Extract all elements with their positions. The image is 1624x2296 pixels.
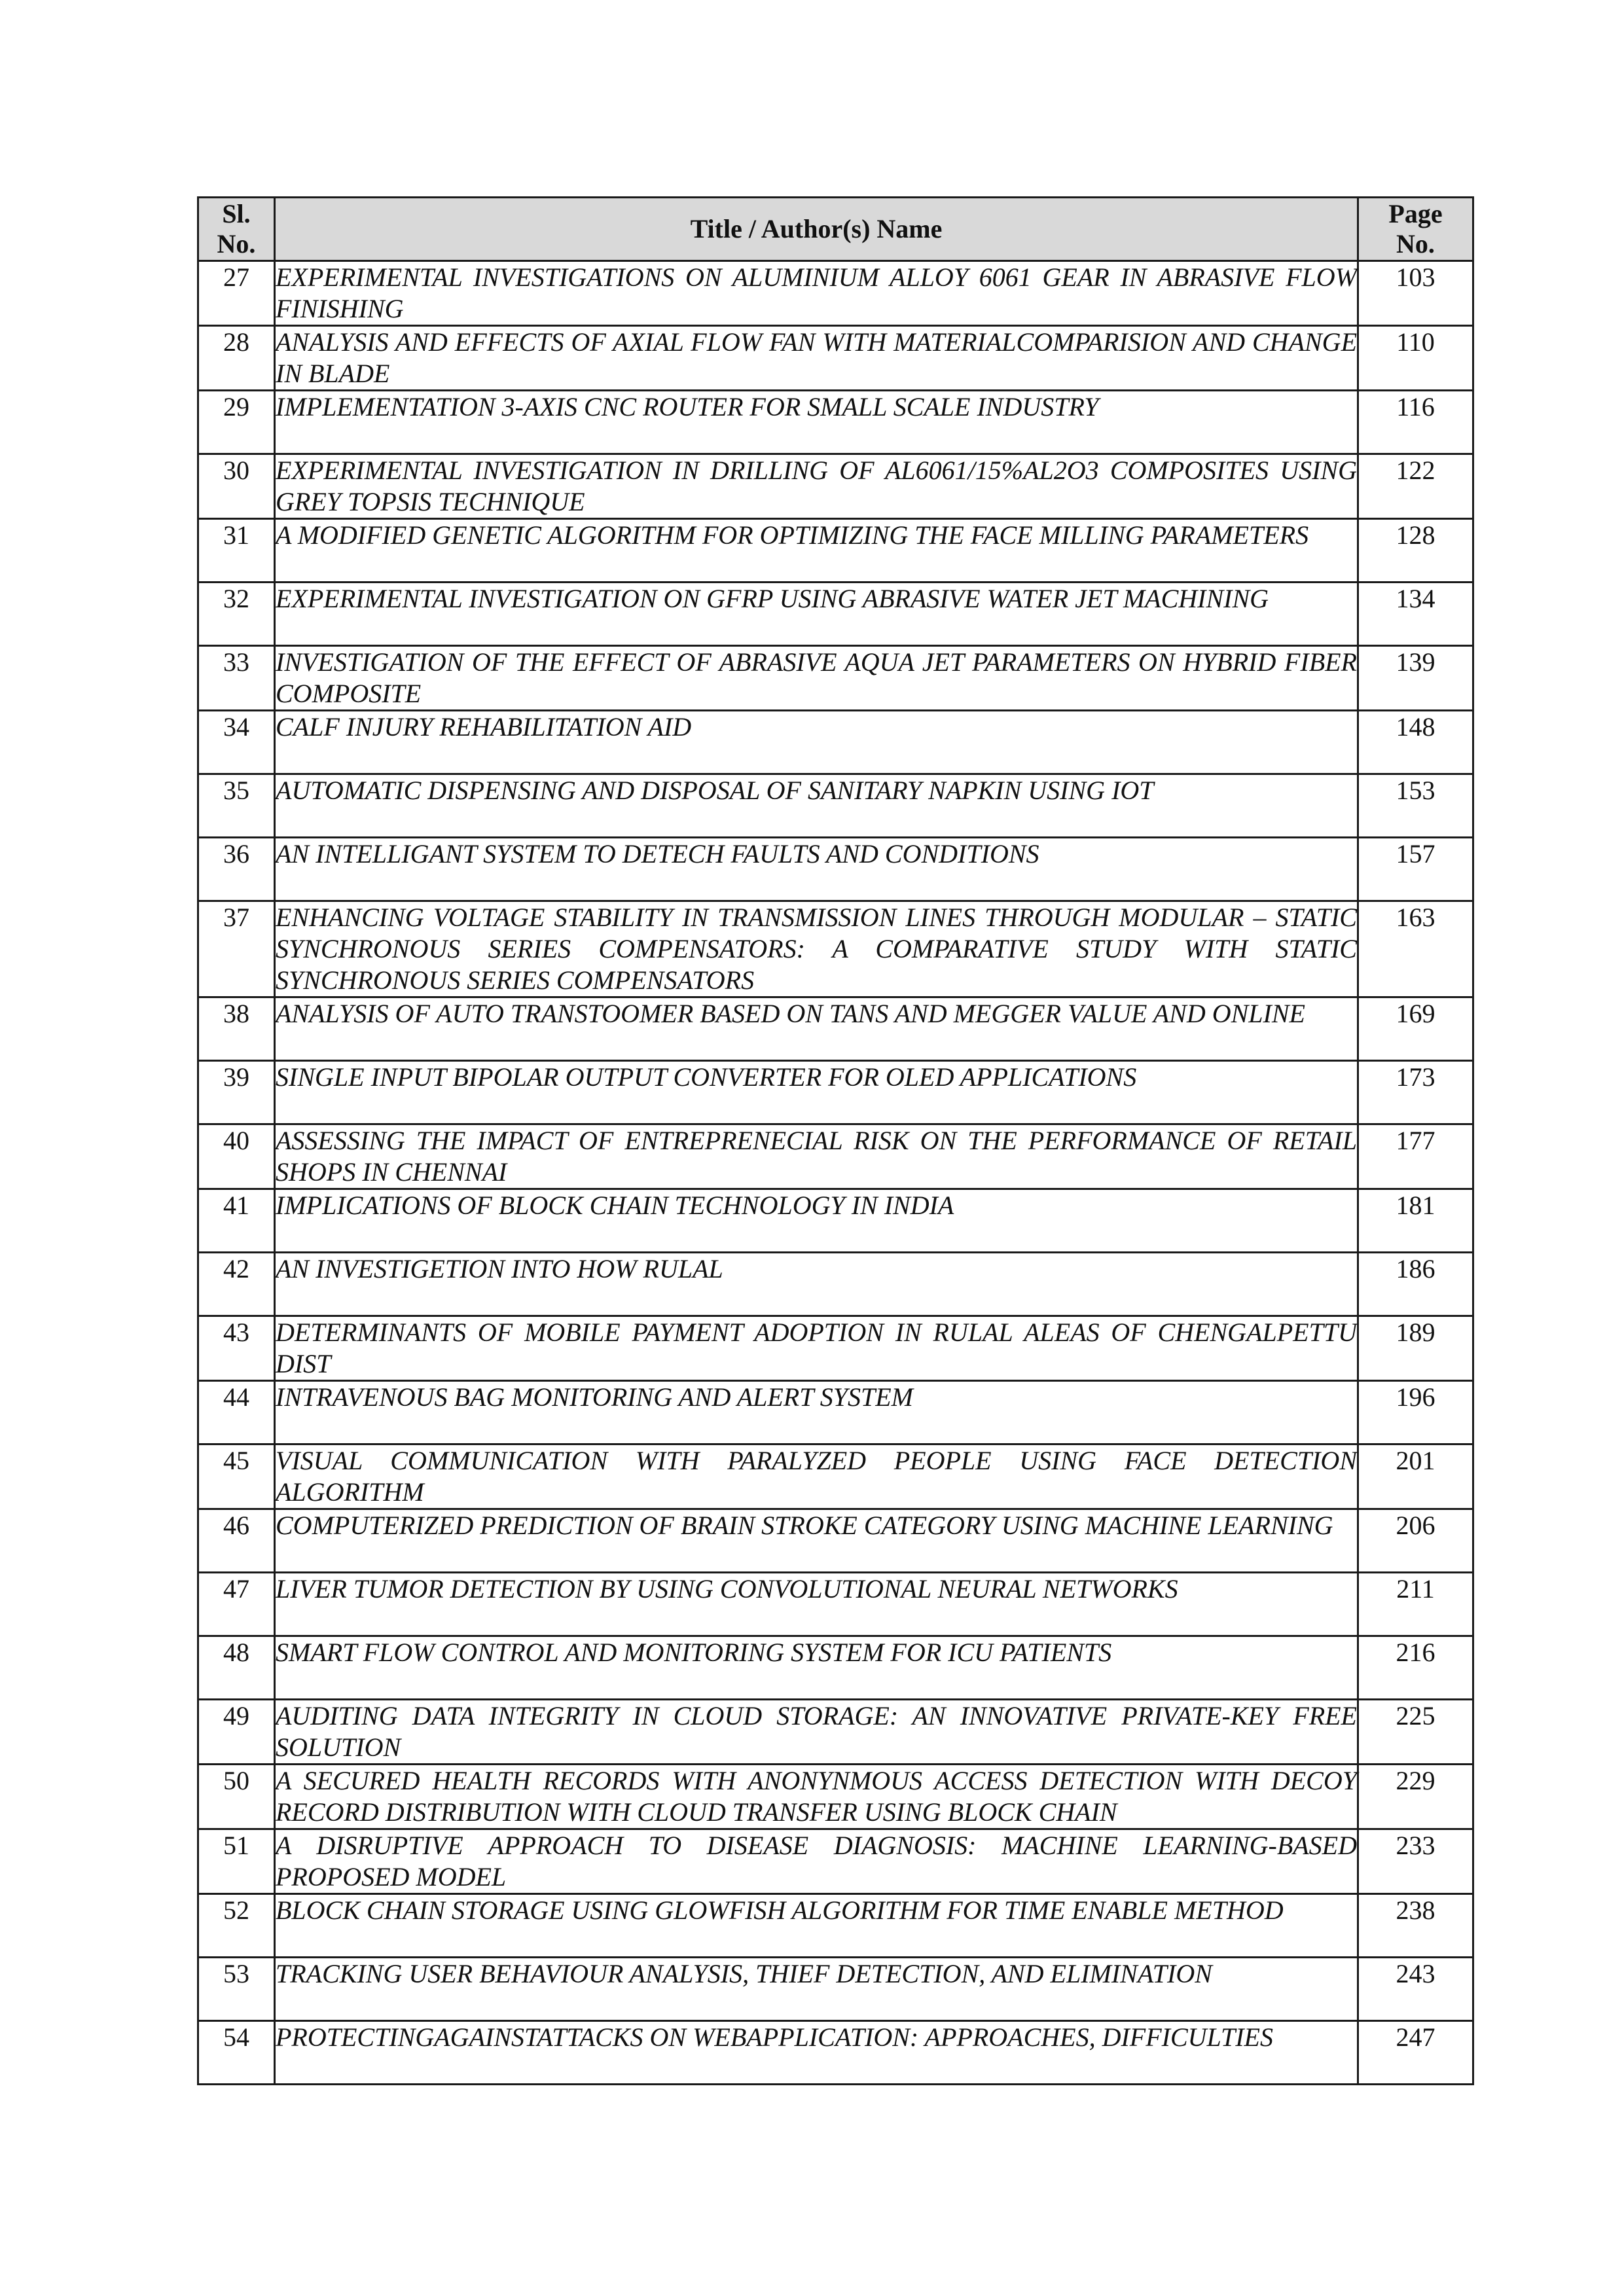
- page-number-cell: 169: [1358, 997, 1473, 1061]
- table-row: [198, 711, 1473, 774]
- table-row: [198, 774, 1473, 838]
- serial-number-cell: 51: [198, 1829, 275, 1894]
- title-cell: A DISRUPTIVE APPROACH TO DISEASE DIAGNOSIS: MACHINE LEARNING-BASED PROPOSED MODEL: [275, 1829, 1358, 1894]
- serial-number-cell: 31: [198, 519, 275, 583]
- table-row: [198, 838, 1473, 901]
- table-row: [198, 583, 1473, 646]
- table-row: [198, 901, 1473, 997]
- page-number-cell: 225: [1358, 1700, 1473, 1765]
- table-row: [198, 646, 1473, 711]
- serial-number-cell: 27: [198, 261, 275, 326]
- serial-number-cell: 41: [198, 1189, 275, 1253]
- page-number-cell: 216: [1358, 1636, 1473, 1700]
- title-cell: BLOCK CHAIN STORAGE USING GLOWFISH ALGORITHM FOR TIME ENABLE METHOD: [275, 1894, 1358, 1958]
- title-cell: A MODIFIED GENETIC ALGORITHM FOR OPTIMIZING THE FACE MILLING PARAMETERS: [275, 519, 1358, 583]
- table-header-row: [198, 198, 1473, 261]
- title-cell: TRACKING USER BEHAVIOUR ANALYSIS, THIEF DETECTION, AND ELIMINATION: [275, 1958, 1358, 2021]
- serial-number-cell: 48: [198, 1636, 275, 1700]
- table-row: [198, 1958, 1473, 2021]
- page-number-cell: 186: [1358, 1253, 1473, 1316]
- title-cell: AUDITING DATA INTEGRITY IN CLOUD STORAGE: AN INNOVATIVE PRIVATE-KEY FREE SOLUTION: [275, 1700, 1358, 1765]
- table-row: [198, 1061, 1473, 1124]
- page-number-cell: 196: [1358, 1381, 1473, 1444]
- table-of-contents: [197, 196, 1474, 2085]
- serial-number-cell: 45: [198, 1444, 275, 1509]
- title-cell: ENHANCING VOLTAGE STABILITY IN TRANSMISSION LINES THROUGH MODULAR – STATIC SYNCHRONOUS SERIES COMPENSATORS: A COMPARATIVE STUDY WITH STATIC SYNCHRONOUS SERIES COMPENSATORS: [275, 901, 1358, 997]
- header-title: Title / Author(s) Name: [275, 198, 1358, 261]
- serial-number-cell: 35: [198, 774, 275, 838]
- table-row: [198, 1444, 1473, 1509]
- title-cell: DETERMINANTS OF MOBILE PAYMENT ADOPTION IN RULAL ALEAS OF CHENGALPETTU DIST: [275, 1316, 1358, 1381]
- serial-number-cell: 43: [198, 1316, 275, 1381]
- table-body: [198, 261, 1473, 2085]
- title-cell: ANALYSIS AND EFFECTS OF AXIAL FLOW FAN WITH MATERIALCOMPARISION AND CHANGE IN BLADE: [275, 326, 1358, 391]
- page-number-cell: 153: [1358, 774, 1473, 838]
- page-number-cell: 134: [1358, 583, 1473, 646]
- title-cell: EXPERIMENTAL INVESTIGATIONS ON ALUMINIUM ALLOY 6061 GEAR IN ABRASIVE FLOW FINISHING: [275, 261, 1358, 326]
- header-page-line1: Page: [1388, 199, 1443, 228]
- title-cell: ANALYSIS OF AUTO TRANSTOOMER BASED ON TANS AND MEGGER VALUE AND ONLINE: [275, 997, 1358, 1061]
- title-cell: INTRAVENOUS BAG MONITORING AND ALERT SYSTEM: [275, 1381, 1358, 1444]
- table-row: [198, 1316, 1473, 1381]
- serial-number-cell: 49: [198, 1700, 275, 1765]
- title-cell: PROTECTINGAGAINSTATTACKS ON WEBAPPLICATION: APPROACHES, DIFFICULTIES: [275, 2021, 1358, 2085]
- table-row: [198, 261, 1473, 326]
- page-number-cell: 181: [1358, 1189, 1473, 1253]
- page-number-cell: 243: [1358, 1958, 1473, 2021]
- title-cell: LIVER TUMOR DETECTION BY USING CONVOLUTIONAL NEURAL NETWORKS: [275, 1573, 1358, 1636]
- page-number-cell: 189: [1358, 1316, 1473, 1381]
- page-number-cell: 116: [1358, 391, 1473, 454]
- title-cell: COMPUTERIZED PREDICTION OF BRAIN STROKE CATEGORY USING MACHINE LEARNING: [275, 1509, 1358, 1573]
- table-row: [198, 1253, 1473, 1316]
- header-page-number: [1358, 198, 1473, 261]
- page-number-cell: 110: [1358, 326, 1473, 391]
- serial-number-cell: 28: [198, 326, 275, 391]
- page-number-cell: 157: [1358, 838, 1473, 901]
- serial-number-cell: 38: [198, 997, 275, 1061]
- title-cell: IMPLICATIONS OF BLOCK CHAIN TECHNOLOGY IN INDIA: [275, 1189, 1358, 1253]
- table-row: [198, 1829, 1473, 1894]
- serial-number-cell: 46: [198, 1509, 275, 1573]
- title-cell: ASSESSING THE IMPACT OF ENTREPRENECIAL RISK ON THE PERFORMANCE OF RETAIL SHOPS IN CHENNAI: [275, 1124, 1358, 1189]
- serial-number-cell: 36: [198, 838, 275, 901]
- page-number-cell: 139: [1358, 646, 1473, 711]
- table-row: [198, 1189, 1473, 1253]
- serial-number-cell: 50: [198, 1765, 275, 1829]
- title-cell: EXPERIMENTAL INVESTIGATION IN DRILLING OF AL6061/15%AL2O3 COMPOSITES USING GREY TOPSIS TECHNIQUE: [275, 454, 1358, 519]
- title-cell: SINGLE INPUT BIPOLAR OUTPUT CONVERTER FOR OLED APPLICATIONS: [275, 1061, 1358, 1124]
- title-cell: SMART FLOW CONTROL AND MONITORING SYSTEM FOR ICU PATIENTS: [275, 1636, 1358, 1700]
- table-row: [198, 1381, 1473, 1444]
- title-cell: EXPERIMENTAL INVESTIGATION ON GFRP USING ABRASIVE WATER JET MACHINING: [275, 583, 1358, 646]
- table-row: [198, 326, 1473, 391]
- table-row: [198, 454, 1473, 519]
- title-cell: VISUAL COMMUNICATION WITH PARALYZED PEOPLE USING FACE DETECTION ALGORITHM: [275, 1444, 1358, 1509]
- serial-number-cell: 29: [198, 391, 275, 454]
- table-row: [198, 1765, 1473, 1829]
- table-row: [198, 391, 1473, 454]
- table-row: [198, 1894, 1473, 1958]
- serial-number-cell: 39: [198, 1061, 275, 1124]
- title-cell: AN INVESTIGETION INTO HOW RULAL: [275, 1253, 1358, 1316]
- page-number-cell: 128: [1358, 519, 1473, 583]
- page-number-cell: 229: [1358, 1765, 1473, 1829]
- title-cell: INVESTIGATION OF THE EFFECT OF ABRASIVE AQUA JET PARAMETERS ON HYBRID FIBER COMPOSITE: [275, 646, 1358, 711]
- table-row: [198, 1124, 1473, 1189]
- table-row: [198, 519, 1473, 583]
- serial-number-cell: 32: [198, 583, 275, 646]
- header-serial-line2: No.: [217, 229, 256, 259]
- header-serial-line1: Sl.: [222, 199, 251, 228]
- table-row: [198, 1573, 1473, 1636]
- title-cell: CALF INJURY REHABILITATION AID: [275, 711, 1358, 774]
- page-number-cell: 247: [1358, 2021, 1473, 2085]
- page-number-cell: 206: [1358, 1509, 1473, 1573]
- page-number-cell: 233: [1358, 1829, 1473, 1894]
- table-row: [198, 2021, 1473, 2085]
- page-number-cell: 122: [1358, 454, 1473, 519]
- page-number-cell: 163: [1358, 901, 1473, 997]
- title-cell: AUTOMATIC DISPENSING AND DISPOSAL OF SANITARY NAPKIN USING IOT: [275, 774, 1358, 838]
- page-number-cell: 148: [1358, 711, 1473, 774]
- header-page-line2: No.: [1396, 229, 1435, 259]
- table-row: [198, 997, 1473, 1061]
- page-number-cell: 211: [1358, 1573, 1473, 1636]
- page-number-cell: 201: [1358, 1444, 1473, 1509]
- serial-number-cell: 30: [198, 454, 275, 519]
- serial-number-cell: 42: [198, 1253, 275, 1316]
- title-cell: A SECURED HEALTH RECORDS WITH ANONYNMOUS ACCESS DETECTION WITH DECOY RECORD DISTRIBUTION WITH CLOUD TRANSFER USING BLOCK CHAIN: [275, 1765, 1358, 1829]
- title-cell: AN INTELLIGANT SYSTEM TO DETECH FAULTS AND CONDITIONS: [275, 838, 1358, 901]
- page-number-cell: 103: [1358, 261, 1473, 326]
- header-serial-number: [198, 198, 275, 261]
- serial-number-cell: 54: [198, 2021, 275, 2085]
- table-row: [198, 1636, 1473, 1700]
- serial-number-cell: 37: [198, 901, 275, 997]
- table-row: [198, 1700, 1473, 1765]
- title-cell: IMPLEMENTATION 3-AXIS CNC ROUTER FOR SMALL SCALE INDUSTRY: [275, 391, 1358, 454]
- page-number-cell: 238: [1358, 1894, 1473, 1958]
- page-number-cell: 177: [1358, 1124, 1473, 1189]
- page-number-cell: 173: [1358, 1061, 1473, 1124]
- serial-number-cell: 40: [198, 1124, 275, 1189]
- serial-number-cell: 44: [198, 1381, 275, 1444]
- table-row: [198, 1509, 1473, 1573]
- serial-number-cell: 47: [198, 1573, 275, 1636]
- serial-number-cell: 33: [198, 646, 275, 711]
- serial-number-cell: 34: [198, 711, 275, 774]
- serial-number-cell: 53: [198, 1958, 275, 2021]
- serial-number-cell: 52: [198, 1894, 275, 1958]
